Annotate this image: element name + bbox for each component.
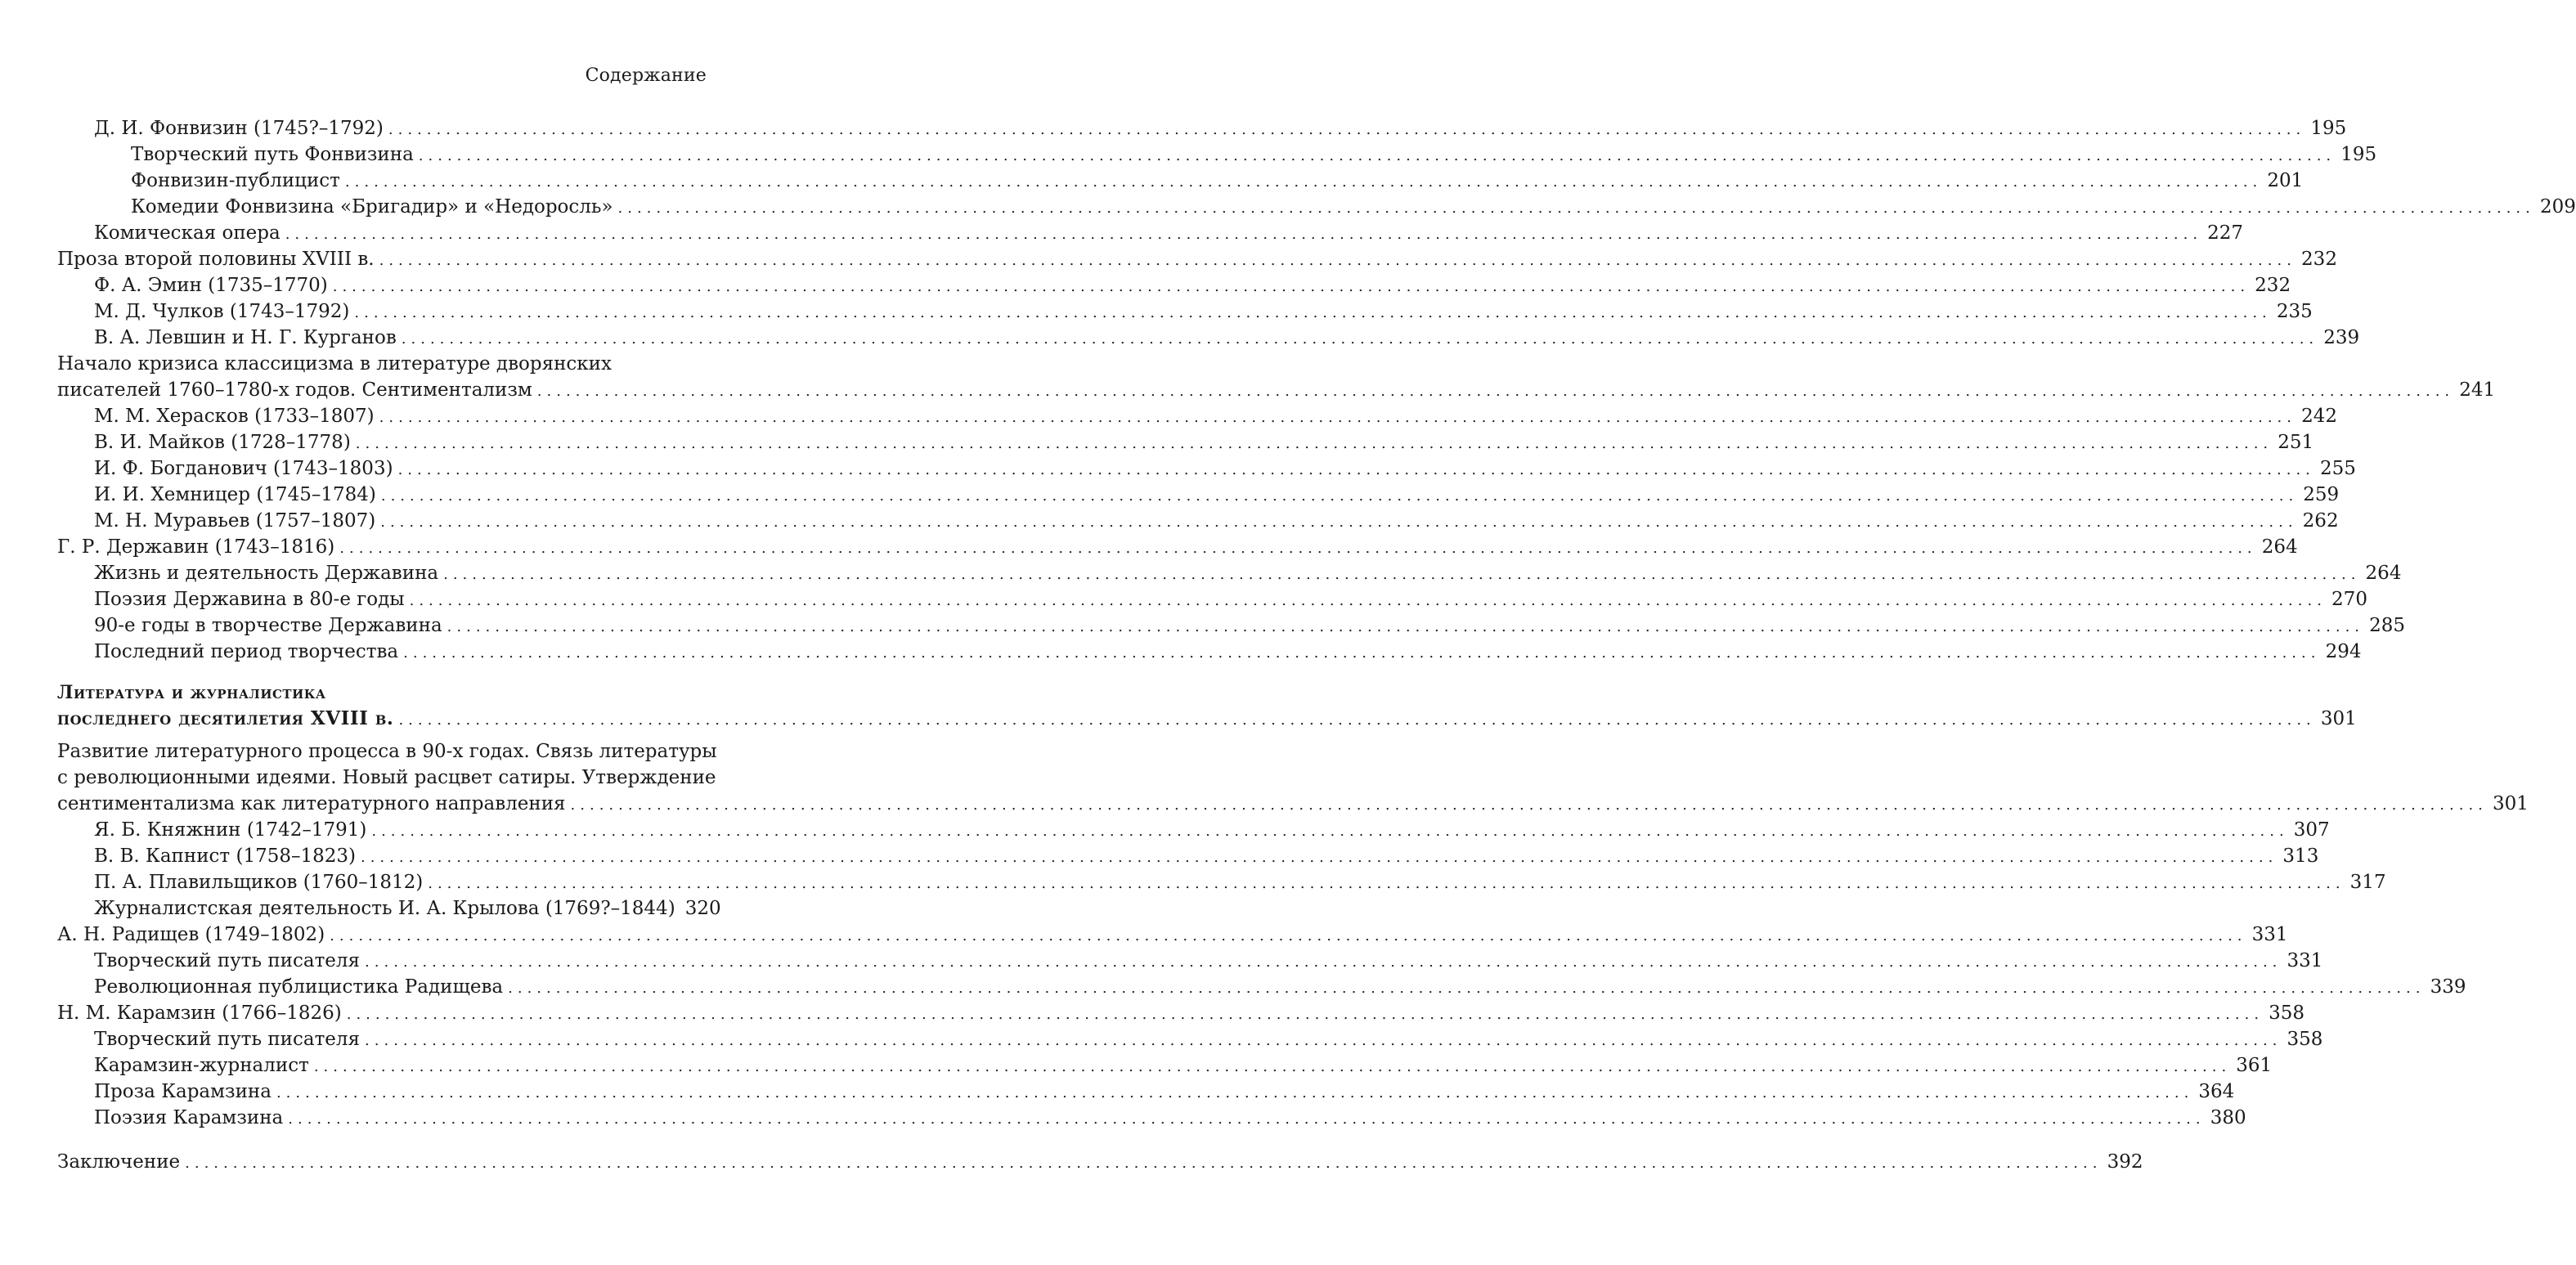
toc-entry-development-line2: с революционными идеями. Новый расцвет сатиры. Утверждение — [57, 767, 716, 788]
toc-entry-page: 358 — [2287, 1029, 2323, 1050]
leader-dots: ........................................................................................................................................................................................................ — [617, 200, 2535, 217]
leader-dots: ........................................................................................................................................................................................................ — [360, 849, 2278, 866]
toc-entry-page: 235 — [2276, 301, 2313, 322]
leader-dots: ........................................................................................................................................................................................................ — [380, 487, 2299, 505]
toc-entry-title: Комедии Фонвизина «Бригадир» и «Недоросль» — [131, 196, 613, 218]
toc-entry-title: 90-е годы в творчестве Державина — [94, 615, 442, 636]
leader-dots: ........................................................................................................................................................................................................ — [409, 592, 2327, 609]
toc-entry[interactable] — [57, 403, 2337, 429]
toc-entry-title: В. И. Майков (1728–1778) — [94, 432, 351, 453]
section-heading-line2: последнего десятилетия XVIII в. — [57, 707, 394, 729]
leader-dots: ........................................................................................................................................................................................................ — [276, 1084, 2194, 1101]
toc-entry-page: 331 — [2287, 950, 2323, 971]
toc-entry-title: Карамзин-журналист — [94, 1055, 309, 1076]
toc-entry[interactable] — [57, 482, 2340, 508]
toc-entry-title: Проза Карамзина — [94, 1081, 272, 1102]
toc-entry-title: А. Н. Радищев (1749–1802) — [57, 924, 325, 945]
toc-entry[interactable] — [57, 272, 2291, 298]
toc-entry-page: 317 — [2349, 872, 2386, 893]
leader-dots: ........................................................................................................................................................................................................ — [344, 173, 2263, 191]
toc-entry[interactable] — [57, 246, 2337, 272]
toc-entry[interactable] — [57, 1105, 2246, 1131]
toc-entry[interactable] — [57, 168, 2304, 194]
toc-entry[interactable] — [57, 429, 2314, 455]
toc-entry[interactable] — [57, 586, 2367, 612]
leader-dots: ........................................................................................................................................................................................................ — [285, 226, 2203, 243]
leader-dots: ........................................................................................................................................................................................................ — [397, 461, 2315, 478]
toc-entry-title: Г. Р. Державин (1743–1816) — [57, 536, 335, 558]
toc-entry-title: Последний период творчества — [94, 641, 399, 662]
toc-entry-title: Комическая опера — [94, 222, 280, 244]
toc-entry-title: Жизнь и деятельность Державина — [94, 563, 439, 584]
toc-entry-page: 301 — [2492, 793, 2529, 814]
toc-entry-title: П. А. Плавильщиков (1760–1812) — [94, 872, 424, 893]
toc-entry-page: 361 — [2236, 1055, 2273, 1076]
toc-entry-title: Творческий путь писателя — [94, 1029, 361, 1050]
toc-entry[interactable] — [57, 1000, 2305, 1026]
toc-entry-title: Д. И. Фонвизин (1745?–1792) — [94, 118, 384, 139]
toc-entry[interactable] — [57, 1026, 2323, 1052]
leader-dots: ........................................................................................................................................................................................................ — [447, 618, 2365, 635]
leader-dots: ........................................................................................................................................................................................................ — [330, 927, 2247, 944]
leader-dots: ........................................................................................................................................................................................................ — [508, 980, 2426, 997]
leader-dots: ........................................................................................................................................................................................................ — [339, 540, 2257, 557]
toc-entry-title: Революционная публицистика Радищева — [94, 976, 504, 998]
toc-entry-title: Ф. А. Эмин (1735–1770) — [94, 275, 328, 296]
toc-entry[interactable] — [57, 639, 2362, 665]
toc-entry-page: 232 — [2255, 275, 2291, 296]
toc-entry-page: 313 — [2282, 846, 2319, 867]
toc-entry-page: 270 — [2331, 589, 2367, 610]
toc-entry-page: 392 — [2107, 1151, 2143, 1173]
toc-entry-page: 195 — [2310, 118, 2347, 139]
toc-entry-page: 195 — [2340, 144, 2377, 165]
toc-entry-page: 380 — [2210, 1107, 2246, 1128]
section-heading-page: 301 — [2320, 708, 2357, 729]
toc-entry-title: Заключение — [57, 1151, 181, 1173]
toc-entry-crisis-line1: Начало кризиса классицизма в литературе дворянских — [57, 353, 612, 375]
toc-entry[interactable] — [57, 220, 2244, 246]
toc-entry-title: М. М. Херасков (1733–1807) — [94, 406, 375, 427]
toc-entry-title: В. В. Капнист (1758–1823) — [94, 846, 356, 867]
toc-entry-page: 262 — [2302, 510, 2339, 532]
leader-dots: ........................................................................................................................................................................................................ — [418, 147, 2336, 164]
toc-entry[interactable] — [57, 1052, 2273, 1079]
toc-entry-page: 331 — [2251, 924, 2288, 945]
toc-entry-title: Фонвизин-публицист — [131, 170, 340, 191]
toc-entry-page: 232 — [2301, 249, 2337, 270]
toc-entry[interactable] — [57, 948, 2323, 974]
leader-dots: ........................................................................................................................................................................................................ — [354, 304, 2272, 321]
toc-entry-page: 255 — [2320, 458, 2356, 479]
leader-dots: ........................................................................................................................................................................................................ — [355, 435, 2273, 452]
toc-entry-page: 294 — [2325, 641, 2362, 662]
leader-dots: ........................................................................................................................................................................................................ — [313, 1058, 2232, 1075]
toc-entry-title: Журналистская деятельность И. А. Крылова (1769?–1844) — [94, 898, 675, 919]
toc-entry[interactable] — [57, 843, 2319, 869]
toc-entry-page: 259 — [2303, 484, 2340, 505]
toc-entry[interactable] — [57, 534, 2298, 560]
leader-dots: ........................................................................................................................................................................................................ — [398, 711, 2316, 729]
toc-entry-development-line1: Развитие литературного процесса в 90-х годах. Связь литературы — [57, 741, 717, 762]
running-head: Содержание — [585, 65, 707, 86]
leader-dots: ........................................................................................................................................................................................................ — [388, 121, 2306, 138]
toc-entry-title: Творческий путь Фонвизина — [131, 144, 414, 165]
toc-entry-page: 339 — [2430, 976, 2466, 998]
toc-entry-page: 307 — [2293, 819, 2330, 841]
toc-entry-title: И. И. Хемницер (1745–1784) — [94, 484, 376, 505]
toc-entry-title: Творческий путь писателя — [94, 950, 361, 971]
toc-entry-title: Поэзия Карамзина — [94, 1107, 284, 1128]
toc-entry[interactable] — [57, 325, 2360, 351]
toc-entry[interactable] — [57, 869, 2386, 895]
toc-entry-page: 242 — [2301, 406, 2337, 427]
leader-dots: ........................................................................................................................................................................................................ — [570, 796, 2488, 814]
leader-dots: ........................................................................................................................................................................................................ — [380, 514, 2298, 531]
toc-group-1 — [57, 115, 2576, 351]
toc-group-2 — [57, 403, 2406, 665]
toc-entry-page: 264 — [2261, 536, 2298, 558]
toc-entry-title: писателей 1760–1780-х годов. Сентиментализм — [57, 379, 532, 401]
leader-dots: ........................................................................................................................................................................................................ — [536, 383, 2455, 400]
leader-dots: ........................................................................................................................................................................................................ — [346, 1006, 2264, 1023]
toc-entry-page: 227 — [2207, 222, 2244, 244]
toc-entry-page: 358 — [2269, 1003, 2305, 1024]
toc-entry-page: 285 — [2369, 615, 2406, 636]
section-heading-line1: Литература и журналистика — [57, 682, 326, 703]
toc-entry-page: 241 — [2459, 379, 2496, 401]
toc-entry[interactable] — [57, 895, 721, 922]
leader-dots: ........................................................................................................................................................................................................ — [365, 1032, 2282, 1049]
leader-dots: ........................................................................................................................................................................................................ — [403, 644, 2321, 662]
toc-entry-conclusion[interactable] — [57, 1149, 2143, 1175]
toc-entry-title: М. Н. Муравьев (1757–1807) — [94, 510, 376, 532]
leader-dots: ........................................................................................................................................................................................................ — [365, 953, 2282, 971]
table-of-contents — [57, 115, 2576, 1175]
leader-dots: ........................................................................................................................................................................................................ — [379, 252, 2296, 269]
toc-entry-page: 251 — [2278, 432, 2314, 453]
leader-dots: ........................................................................................................................................................................................................ — [332, 278, 2251, 295]
leader-dots: ........................................................................................................................................................................................................ — [379, 409, 2296, 426]
toc-entry[interactable] — [57, 612, 2406, 639]
toc-entry[interactable] — [57, 974, 2466, 1000]
leader-dots: ........................................................................................................................................................................................................ — [185, 1155, 2103, 1172]
toc-entry-development[interactable] — [57, 791, 2529, 817]
leader-dots: ........................................................................................................................................................................................................ — [371, 823, 2289, 840]
toc-entry[interactable] — [57, 115, 2347, 141]
toc-entry-title: сентиментализма как литературного направления — [57, 793, 566, 814]
toc-entry-page: 209 — [2539, 196, 2576, 218]
toc-entry-title: Я. Б. Княжнин (1742–1791) — [94, 819, 367, 841]
leader-dots: ........................................................................................................................................................................................................ — [428, 875, 2345, 892]
leader-dots: ........................................................................................................................................................................................................ — [401, 330, 2319, 348]
toc-entry-page: 239 — [2323, 327, 2360, 348]
toc-entry-title: В. А. Левшин и Н. Г. Курганов — [94, 327, 397, 348]
toc-entry[interactable] — [57, 194, 2576, 220]
toc-entry-title: И. Ф. Богданович (1743–1803) — [94, 458, 393, 479]
section-heading[interactable] — [57, 706, 2357, 732]
toc-entry-page: 201 — [2267, 170, 2304, 191]
toc-entry-title: Проза второй половины XVIII в. — [57, 249, 375, 270]
toc-entry[interactable] — [57, 455, 2356, 482]
leader-dots: ........................................................................................................................................................................................................ — [443, 566, 2361, 583]
toc-entry-title: Н. М. Карамзин (1766–1826) — [57, 1003, 342, 1024]
toc-entry[interactable] — [57, 560, 2402, 586]
toc-entry-page: 320 — [684, 898, 721, 919]
toc-entry[interactable] — [57, 1079, 2235, 1105]
toc-entry-crisis[interactable] — [57, 377, 2496, 403]
toc-entry-page: 264 — [2365, 563, 2402, 584]
toc-entry[interactable] — [57, 817, 2330, 843]
toc-entry[interactable] — [57, 141, 2377, 168]
toc-entry[interactable] — [57, 922, 2288, 948]
toc-entry-title: М. Д. Чулков (1743–1792) — [94, 301, 350, 322]
leader-dots: ........................................................................................................................................................................................................ — [288, 1110, 2206, 1128]
toc-entry[interactable] — [57, 508, 2339, 534]
toc-entry-title: Поэзия Державина в 80-е годы — [94, 589, 405, 610]
toc-group-3 — [57, 817, 2466, 1131]
toc-entry-page: 364 — [2198, 1081, 2235, 1102]
toc-entry[interactable] — [57, 298, 2313, 325]
